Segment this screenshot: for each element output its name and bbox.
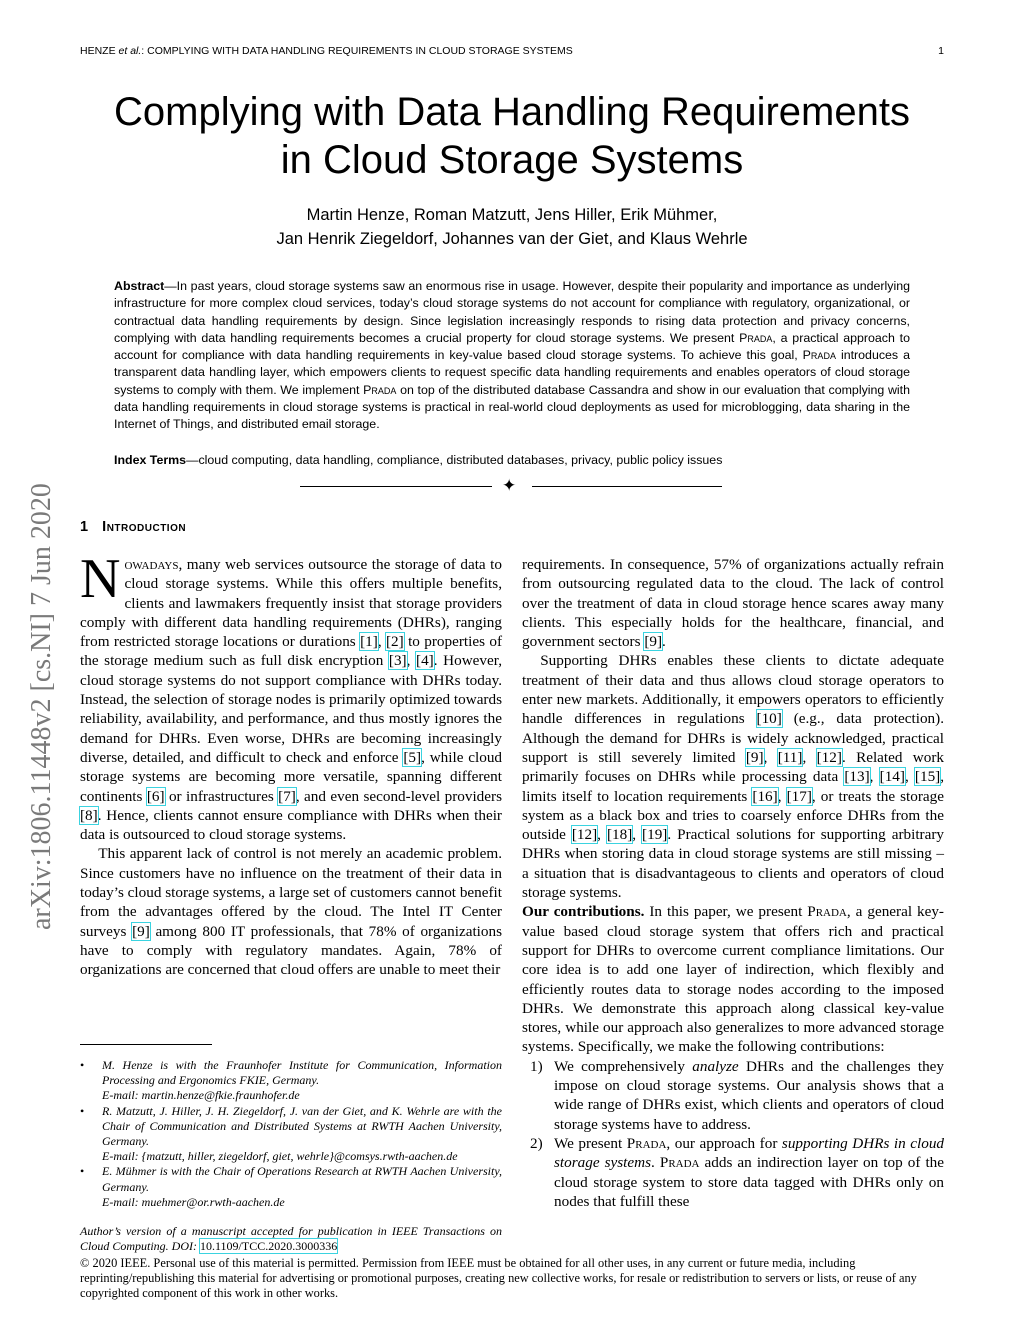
paragraph-text: In this paper, we present [644,903,808,921]
citation-separator: , [763,748,778,766]
section-separator [300,478,724,496]
index-terms-label: Index Terms [114,453,187,467]
abstract-text-3: introduces a transparent data handling layer, which empowers clients to request specific data handling requirements and enables operators of cloud storage systems to comply with them. We implement [114,348,910,397]
running-head [80,45,944,57]
section-number: 1 [80,519,89,535]
citation-link[interactable]: [11] [777,748,803,766]
citation-link[interactable]: [2] [385,633,404,651]
bullet-icon: • [80,1058,85,1072]
paragraph-text: Supporting DHRs enables these clients to dictate adequate treatment of their data and thus allows cloud storage operators to enter new markets. Additionally, it empowers operators to efficiently handle differences in regulations [522,652,944,728]
abstract-dash: — [164,279,177,293]
paragraph-text: to properties of the storage medium such as full disk encryption [80,633,502,670]
paragraph-text: , and even second-level providers [295,787,502,805]
contribution-number: 2) [530,1134,543,1152]
citation-link[interactable]: [9] [745,748,764,766]
citation-link[interactable]: [18] [606,826,633,844]
affiliation-text: R. Matzutt, J. Hiller, J. H. Ziegeldorf, J. van der Giet, and K. Wehrle are with the Chair of Communication and Distributed Systems at RWTH Aachen University, Germany. [102,1103,502,1149]
lead-word: owadays [124,556,179,573]
copyright-notice [80,1256,944,1301]
paragraph-text: (e.g., data protection). Although the demand for DHRs is widely acknowledged, practical support is still severely limited [522,710,944,766]
paragraph-text: This apparent lack of control is not merely an academic problem. Since customers have no influence on the treatment of their data in today’s cloud storage systems, a large set of customers cannot benefit from the advantages offered by the cloud. The Intel IT Center surveys [80,845,502,940]
abstract-label: Abstract [114,279,165,293]
emphasis-text: supporting DHRs in cloud storage systems [554,1134,945,1172]
contributions-label: Our contributions. [522,903,645,921]
intro-paragraph-1 [80,548,503,844]
index-terms-dash: — [186,453,199,467]
separator-line-left [300,486,492,487]
paragraph-text: . [662,633,666,651]
section-heading [80,519,186,535]
intro-paragraph-3 [522,555,944,651]
citation-separator: , [802,748,817,766]
paragraph-text: DHRs and the challenges they impose on cloud storage systems. Our analysis shows that a wide range of DHRs exist, which clients and operators of cloud storage systems have to address. [554,1057,945,1133]
affiliation-email: E-mail: {matzutt, hiller, ziegeldorf, giet, wehrle}@comsys.rwth-aachen.de [102,1149,458,1164]
paragraph-text: , or treats the storage system as a black box and tries to coarsely enforce DHRs from the outside [522,787,945,844]
page-number: 1 [938,45,944,57]
paragraph-text: , our approach for [666,1134,782,1152]
paper-title [80,88,944,184]
abstract-text-4: on top of the distributed database Cassandra and show in our evaluation that complying with data handling requirements in cloud storage systems is practical in real-world cloud deployments as used for microblogging, data sharing in the Internet of Things, and distributed email storage. [114,382,910,432]
paragraph-text: requirements. In consequence, 57% of organizations actually refrain from outsourcing regulated data to the cloud. The lack of control over the treatment of data in cloud storage hence scares away many clients. This especially holds for the healthcare, financial, and government sectors [522,556,944,651]
citation-link[interactable]: [5] [403,748,422,766]
running-head-etal: et al. [118,45,142,57]
contributions-list [522,1057,944,1211]
citation-link[interactable]: [3] [388,652,407,670]
paragraph-text: We comprehensively [554,1057,693,1075]
authors-line-1: Martin Henze, Roman Matzutt, Jens Hiller, Erik Mühmer, [306,206,718,224]
paragraph-text: . [651,1154,660,1172]
citation-link[interactable]: [4] [416,652,434,670]
authors-line-2: Jan Henrik Ziegeldorf, Johannes van der Giet, and Klaus Wehrle [276,230,748,248]
paragraph-text: among 800 IT professionals, that 78% of organizations have to comply with regulatory mandates. Again, 78% of organizations are concerned that cloud offers are unable to meet their [80,922,502,979]
affiliation-item [80,1164,502,1210]
paragraph-text: adds an indirection layer on top of the cloud storage system to store data tagged with DHRs only on nodes that fulfill these [554,1154,945,1210]
citation-link[interactable]: [7] [278,787,296,805]
citation-link[interactable]: [9] [132,922,150,940]
citation-link[interactable]: [12] [816,748,842,766]
citation-link[interactable]: [12] [571,826,598,844]
affiliation-text: M. Henze is with the Fraunhofer Institute for Communication, Information Processing and Ergonomics FKIE, Germany. [102,1058,502,1088]
contribution-number: 1) [530,1057,543,1075]
title-line-1: Complying with Data Handling Requirements [114,90,910,134]
abstract [114,278,910,434]
affiliation-email: E-mail: martin.henze@fkie.fraunhofer.de [102,1088,300,1103]
prada-name: Prada [802,348,836,363]
paragraph-text: or infrastructures [164,787,279,805]
paragraph-text: , limits itself to location requirements [522,768,945,805]
emphasis-text: analyze [692,1057,739,1075]
footnote-rule [80,1044,212,1045]
prada-name: Prada [739,330,773,345]
separator-line-right [532,486,722,487]
citation-link[interactable]: [10] [756,710,782,728]
prada-name: Prada [363,382,397,397]
doi-link[interactable]: 10.1109/TCC.2020.3000336 [200,1239,338,1254]
contribution-item [522,1134,944,1211]
paragraph-text: . Related work primarily focuses on DHRs while processing data [522,748,945,786]
citation-separator: , [869,768,880,786]
affiliation-text: E. Mühmer is with the Chair of Operations Research at RWTH Aachen University, Germany. [102,1164,502,1194]
prada-name: Prada [659,1154,700,1172]
citation-link[interactable]: [8] [80,806,98,824]
paragraph-text: , while cloud storage systems are becoming more versatile, spanning different continents [80,748,503,805]
intro-paragraph-4 [522,651,944,902]
citation-link[interactable]: [19] [642,826,668,844]
citation-separator: , [597,826,607,844]
citation-separator: , [632,826,643,844]
separator-diamond-icon: ✦ [502,476,517,496]
citation-link[interactable]: [9] [644,633,663,651]
paragraph-text: . However, cloud storage systems do not support compliance with DHRs today. Instead, the selection of storage nodes is primarily optimized towards reliability, availability, and performance, and thus mostly ignores the demand for DHRs. Even worse, DHRs are becoming increasingly diverse, detailed, and difficult to check and enforce [80,652,503,766]
affiliation-item [80,1058,502,1104]
affiliation-email: E-mail: muehmer@or.rwth-aachen.de [102,1194,285,1209]
paragraph-text: , many web services outsource the storage of data to cloud storage systems. While this offers multiple benefits, clients and lawmakers frequently insist that storage providers comply with different data handling requirements (DHRs), ranging from restricted storage locations or durations [80,556,502,651]
bullet-icon: • [80,1103,85,1118]
intro-paragraph-2 [80,844,502,979]
paragraph-text: , a general key-value based cloud storage system that offers rich and practical support for DHRs to overcome current compliance limitations. Our core idea is to add one layer of indirection, which flexibly and efficiently routes data to storage nodes according to the imposed DHRs. We demonstrate this approach along classical key-value stores, while our approach also generalizes to more advanced storage systems. Specifically, we make the following contributions: [522,903,944,1056]
citation-separator: , [377,633,386,651]
citation-separator: , [777,787,787,805]
index-terms [114,452,910,469]
footnotes [80,1058,502,1254]
publication-note [80,1224,502,1254]
prada-name: Prada [626,1134,667,1152]
citation-link[interactable]: [6] [146,787,165,805]
contribution-item [522,1057,944,1134]
bullet-icon: • [80,1164,85,1179]
citation-separator: , [904,768,915,786]
title-line-2: in Cloud Storage Systems [280,138,744,182]
copyright-icon: © [80,1256,90,1270]
paragraph-text: We present [554,1134,627,1152]
index-terms-text: cloud computing, data handling, compliance, distributed databases, privacy, public policy issues [198,453,723,467]
dropcap: N [80,548,121,610]
running-head-title: : COMPLYING WITH DATA HANDLING REQUIREMENTS IN CLOUD STORAGE SYSTEMS [141,45,573,57]
affiliation-item [80,1104,502,1165]
contributions-paragraph [522,902,944,1056]
paragraph-text: . Practical solutions for supporting arbitrary DHRs when storing data in cloud storage systems are still missing – a situation that is disadvantageous to clients and operators of cloud storage systems. [522,826,944,902]
citation-separator: , [406,652,417,670]
citation-link[interactable]: [17] [786,787,812,805]
author-list [80,203,944,251]
left-column [80,548,503,980]
abstract-text-1: In past years, cloud storage systems saw an enormous rise in usage. However, despite their popularity and importance as underlying infrastructure for more complex cloud services, today’s cloud storage systems do not account for compliance with regulatory, organizational, or contractual data handling requirements by design. Since legislation increasingly responds to rising data protection and privacy concerns, complying with data handling requirements becomes a crucial property for cloud storage systems. We present [114,279,910,345]
section-title: Introduction [102,519,187,535]
arxiv-stamp: arXiv:1806.11448v2 [cs.NI] 7 Jun 2020 [26,483,57,930]
abstract-text-2: , a practical approach to account for compliance with data handling requirements in key-value based cloud storage systems. To achieve this goal, [114,330,910,363]
right-column [522,555,944,1211]
citation-link[interactable]: [16] [752,787,778,805]
citation-link[interactable]: [1] [360,633,378,651]
citation-link[interactable]: [15] [914,768,941,786]
copyright-text: 2020 IEEE. Personal use of this material is permitted. Permission from IEEE must be obtained for all other uses, in any current or future media, including reprinting/republishing this material for advertising or promotional purposes, creating new collective works, for resale or redistribution to servers or lists, or reuse of any copyrighted component of this work in other works. [80,1256,917,1300]
prada-name: Prada [807,903,847,921]
citation-link[interactable]: [14] [879,768,905,786]
publication-note-text: Author’s version of a manuscript accepted for publication in IEEE Transactions on Cloud Computing. DOI: [80,1224,502,1254]
affiliation-list [80,1058,502,1210]
paragraph-text: . Hence, clients cannot ensure compliance with DHRs when their data is outsourced to cloud storage systems. [80,806,502,844]
running-head-authors: HENZE [80,45,116,57]
citation-link[interactable]: [13] [844,768,870,786]
